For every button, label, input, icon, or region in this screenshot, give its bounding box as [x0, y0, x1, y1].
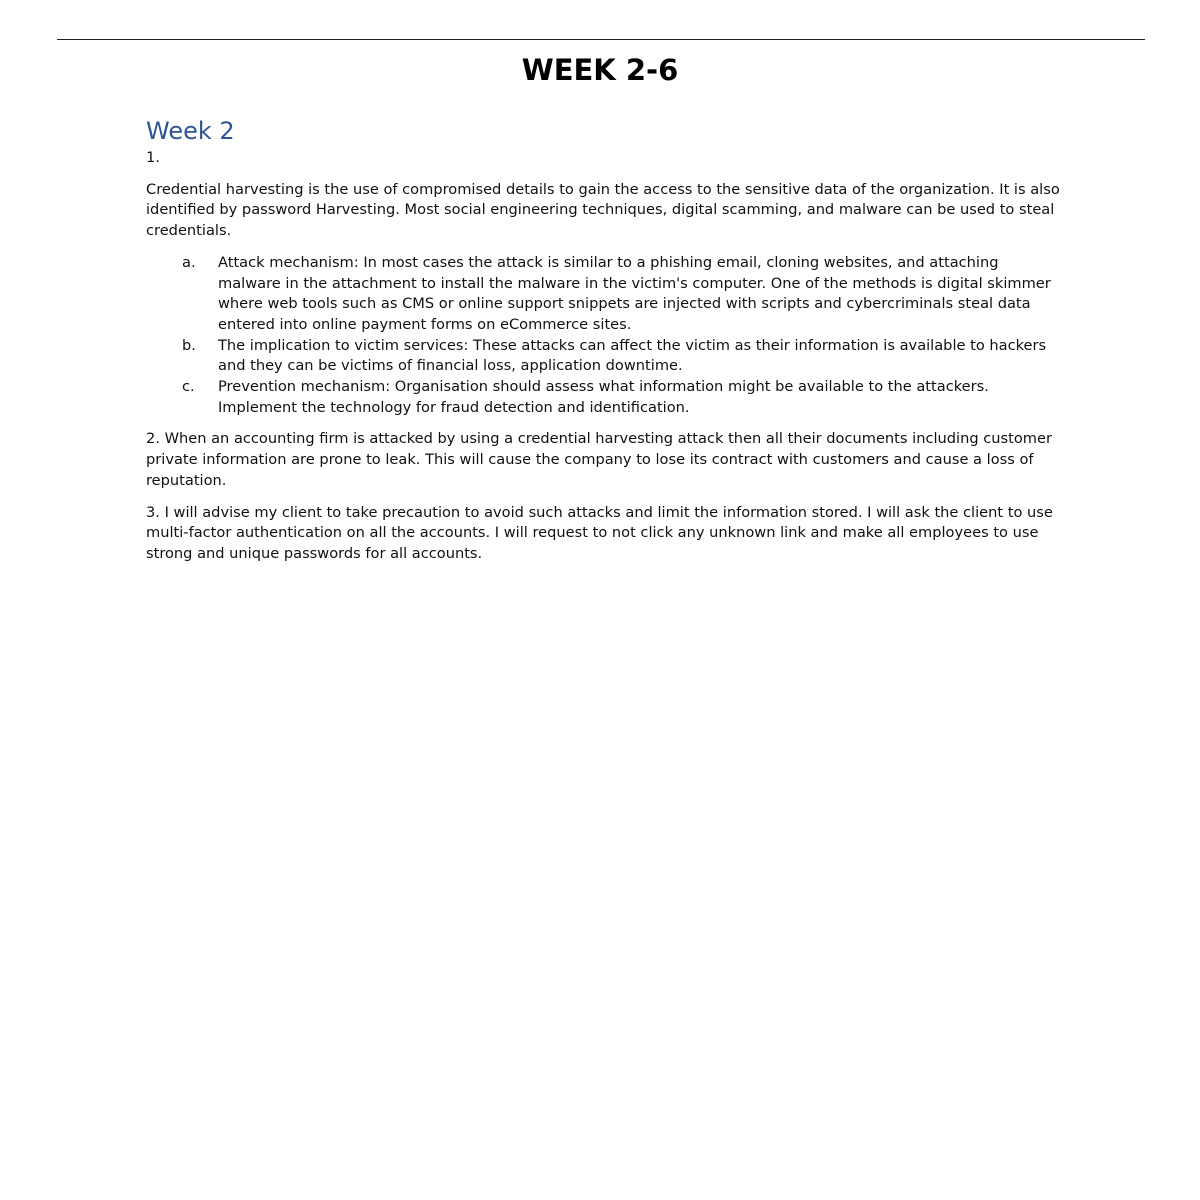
list-item-marker: a.	[182, 253, 196, 271]
document-title: WEEK 2-6	[521, 53, 679, 87]
section-heading: Week 2	[146, 117, 235, 145]
list-item	[146, 377, 1061, 418]
answer-3-paragraph: 3. I will advise my client to take precaution to avoid such attacks and limit the information stored. I will ask the client to use multi-factor authentication on all the accounts. I will request to not click any unknown link and make all employees to use strong and unique passwords for all accounts.	[146, 503, 1053, 562]
list-item-text: Prevention mechanism: Organisation should assess what information might be available to the attackers. Implement the technology for fraud detection and identification.	[218, 378, 989, 416]
list-item-marker: b.	[182, 336, 196, 354]
answer-2-paragraph: 2. When an accounting firm is attacked by using a credential harvesting attack then all their documents including customer private information are prone to leak. This will cause the company to lose its contract with customers and cause a loss of reputation.	[146, 430, 1052, 489]
answer-1-list	[146, 253, 1061, 419]
list-item-marker: c.	[182, 378, 195, 396]
document-body	[146, 114, 1061, 565]
list-item-text: Attack mechanism: In most cases the attack is similar to a phishing email, cloning websites, and attaching malware in the attachment to install the malware in the victim's computer. One of the methods is digital skimmer where web tools such as CMS or online support snippets are injected with scripts and cybercriminals steal data entered into online payment forms on eCommerce sites.	[218, 253, 1051, 333]
question-1-number: 1.	[146, 149, 160, 166]
header-rule	[57, 39, 1145, 40]
list-item	[146, 253, 1061, 336]
list-item-text: The implication to victim services: These attacks can affect the victim as their information is available to hackers and they can be victims of financial loss, application downtime.	[218, 336, 1047, 375]
list-item	[146, 336, 1061, 377]
intro-paragraph: Credential harvesting is the use of compromised details to gain the access to the sensitive data of the organization. It is also identified by password Harvesting. Most social engineering techniques, digital scamming, and malware can be used to steal credentials.	[146, 180, 1060, 240]
